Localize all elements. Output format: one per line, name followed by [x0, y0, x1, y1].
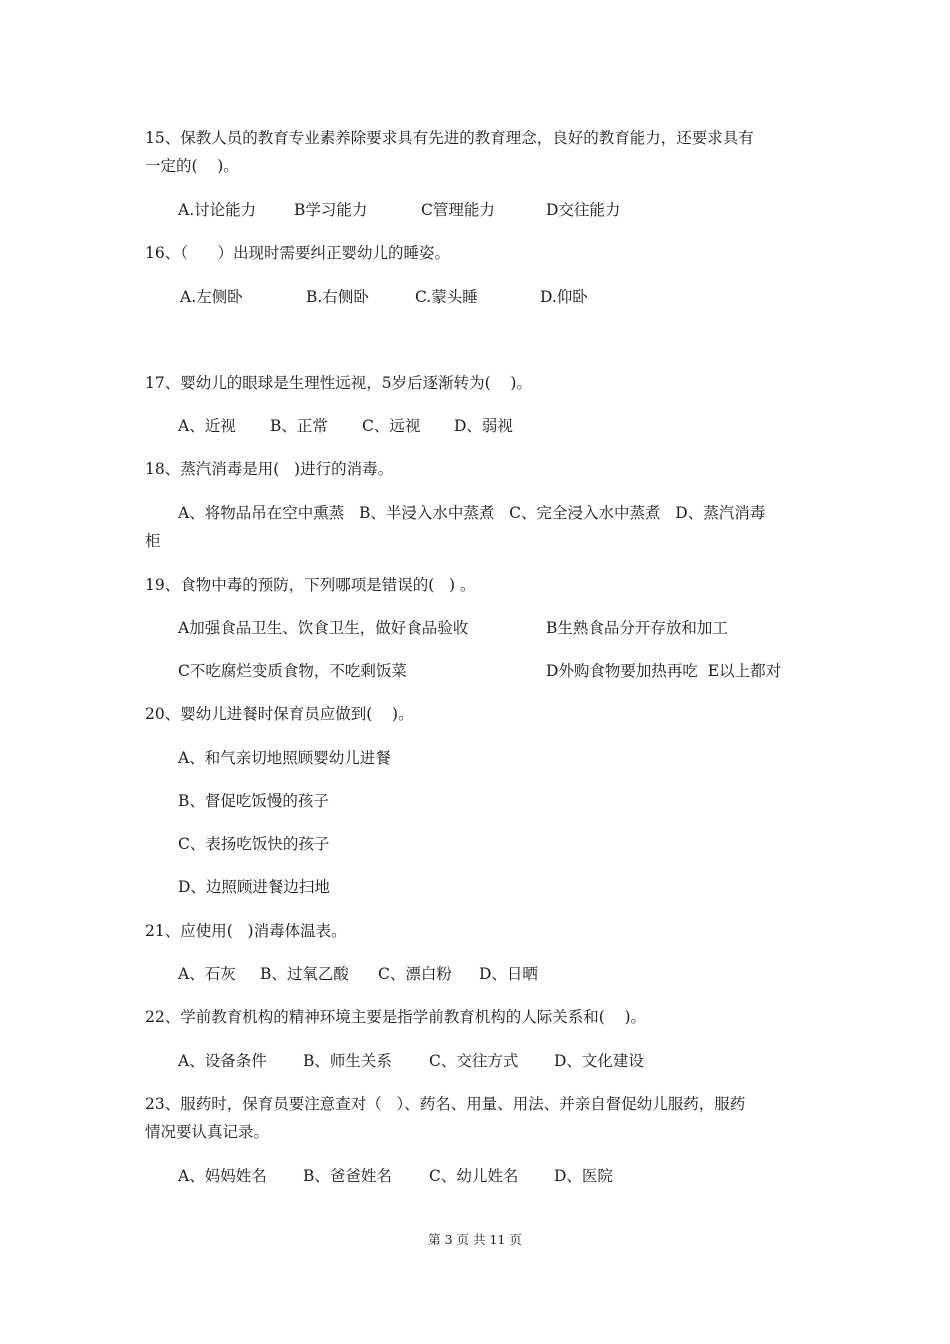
q21-option-a: A、石灰 — [178, 965, 236, 983]
q15-option-b: B学习能力 — [294, 201, 368, 219]
q20-option-d: D、边照顾进餐边扫地 — [178, 878, 330, 896]
q15-option-c: C管理能力 — [421, 201, 495, 219]
q17-option-c: C、远视 — [362, 417, 421, 435]
q16-stem: 16、（ ）出现时需要纠正婴幼儿的睡姿。 — [145, 244, 451, 262]
q21-option-d: D、日晒 — [479, 965, 538, 983]
q22-option-a: A、设备条件 — [178, 1052, 267, 1070]
q17-stem: 17、婴幼儿的眼球是生理性远视，5岁后逐渐转为( )。 — [145, 374, 532, 392]
q15-stem-line2: 一定的( )。 — [145, 157, 239, 175]
q20-option-b: B、督促吃饭慢的孩子 — [178, 792, 329, 810]
q15-stem-line1: 15、保教人员的教育专业素养除要求具有先进的教育理念，良好的教育能力，还要求具有 — [145, 129, 754, 147]
q23-option-c: C、幼儿姓名 — [429, 1167, 519, 1185]
q19-stem: 19、食物中毒的预防，下列哪项是错误的( ) 。 — [145, 576, 476, 594]
q19-option-d: D外购食物要加热再吃 E以上都对 — [546, 662, 782, 680]
q21-option-b: B、过氧乙酸 — [260, 965, 349, 983]
page-footer: 第 3 页 共 11 页 — [428, 1232, 522, 1247]
q21-option-c: C、漂白粉 — [378, 965, 452, 983]
q16-option-a: A.左侧卧 — [180, 288, 243, 306]
q18-options-line1: A、将物品吊在空中熏蒸 B、半浸入水中蒸煮 C、完全浸入水中蒸煮 D、蒸汽消毒 — [178, 504, 766, 522]
q19-option-c: C不吃腐烂变质食物，不吃剩饭菜 — [178, 662, 407, 680]
q17-option-b: B、正常 — [270, 417, 328, 435]
q20-stem: 20、婴幼儿进餐时保育员应做到( )。 — [145, 705, 414, 723]
q22-option-d: D、文化建设 — [554, 1052, 644, 1070]
q20-option-c: C、表扬吃饭快的孩子 — [178, 835, 330, 853]
q19-option-a: A加强食品卫生、饮食卫生，做好食品验收 — [178, 619, 469, 637]
q23-option-a: A、妈妈姓名 — [178, 1167, 267, 1185]
q21-stem: 21、应使用( )消毒体温表。 — [145, 922, 347, 940]
q16-option-b: B.右侧卧 — [306, 288, 369, 306]
q16-option-d: D.仰卧 — [540, 288, 588, 306]
q16-option-c: C.蒙头睡 — [415, 288, 478, 306]
q23-option-d: D、医院 — [554, 1167, 613, 1185]
q22-option-c: C、交往方式 — [429, 1052, 519, 1070]
q22-option-b: B、师生关系 — [303, 1052, 392, 1070]
q17-option-a: A、近视 — [178, 417, 236, 435]
q23-stem-line1: 23、服药时，保育员要注意查对（ ）、药名、用量、用法、并亲自督促幼儿服药，服药 — [145, 1095, 746, 1113]
q23-stem-line2: 情况要认真记录。 — [145, 1123, 270, 1141]
q17-option-d: D、弱视 — [454, 417, 513, 435]
q20-option-a: A、和气亲切地照顾婴幼儿进餐 — [178, 749, 391, 767]
q23-option-b: B、爸爸姓名 — [303, 1167, 392, 1185]
q18-stem: 18、蒸汽消毒是用( )进行的消毒。 — [145, 460, 394, 478]
q22-stem: 22、学前教育机构的精神环境主要是指学前教育机构的人际关系和( )。 — [145, 1008, 647, 1026]
q15-option-d: D交往能力 — [546, 201, 621, 219]
q15-option-a: A.讨论能力 — [178, 201, 257, 219]
q18-options-line2: 柜 — [145, 532, 161, 550]
q19-option-b: B生熟食品分开存放和加工 — [546, 619, 728, 637]
